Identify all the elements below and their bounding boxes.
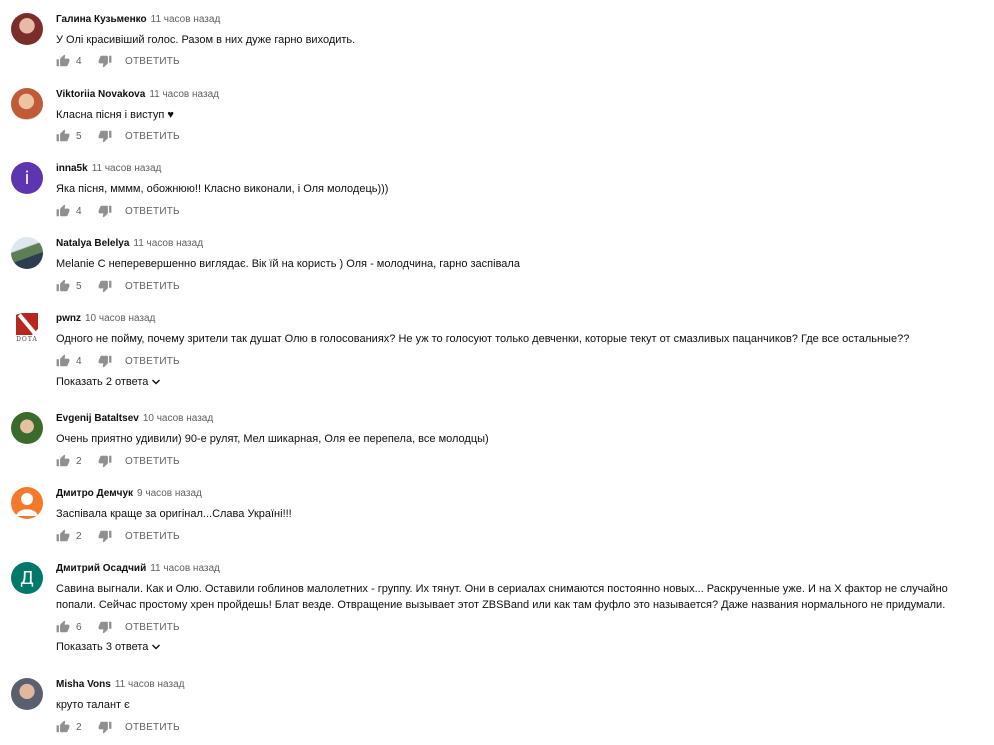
comment-actions — [56, 128, 180, 144]
reply-button[interactable]: ОТВЕТИТЬ — [125, 621, 180, 633]
comment-text: Заспівала краще за оригінал...Слава Україні!!! — [56, 508, 292, 520]
comment-text: Савина выгнали. Как и Олю. Оставили гоблинов малолетних - группу. Их тянут. Они в сериалах снимаются постоянно новых... Раскрученные уже. И на Х фактор не случайно попали. Сейчас простому хрен пройдешь! Блат везде. Отвращение вызывает этот ZBSBand или как там фуфло это называется? Даже названия нормального не придумали. — [56, 583, 948, 611]
comment-header — [56, 412, 213, 426]
like-count: 2 — [76, 721, 82, 733]
like-count: 5 — [76, 130, 82, 142]
comment-actions — [56, 528, 180, 544]
thumb-down-icon[interactable] — [98, 279, 112, 293]
author-name[interactable]: Дмитро Демчук — [56, 488, 134, 499]
like-count: 4 — [76, 55, 82, 67]
comment-text: Класна пісня і виступ ♥ — [56, 109, 174, 121]
comment-text: Melanie C неперевершенно виглядає. Вік їй на користь ) Оля - молодчина, гарно заспівала — [56, 258, 520, 270]
author-name[interactable]: Evgenij Bataltsev — [56, 413, 139, 424]
avatar[interactable] — [11, 237, 43, 269]
avatar[interactable] — [11, 412, 43, 444]
dota-logo-icon — [14, 313, 40, 343]
comment-actions — [56, 719, 180, 735]
avatar[interactable] — [11, 487, 43, 519]
comment-actions — [56, 619, 180, 635]
thumb-up-icon[interactable] — [56, 454, 70, 468]
thumb-down-icon[interactable] — [98, 720, 112, 734]
thumb-up-icon[interactable] — [56, 720, 70, 734]
thumb-up-icon[interactable] — [56, 354, 70, 368]
comment-time[interactable]: 11 часов назад — [150, 563, 220, 574]
show-replies-button[interactable] — [56, 641, 161, 653]
thumb-up-icon[interactable] — [56, 204, 70, 218]
comment-time[interactable]: 11 часов назад — [91, 163, 162, 174]
show-replies-label: Показать 2 ответа — [56, 376, 149, 388]
user-icon — [11, 487, 43, 519]
comment-text: Очень приятно удивили) 90-е рулят, Мел шикарная, Оля ее перепела, все молодцы) — [56, 433, 489, 445]
reply-button[interactable]: ОТВЕТИТЬ — [125, 455, 180, 467]
comment-header — [56, 237, 203, 251]
comment-header — [56, 88, 219, 102]
like-count: 4 — [76, 355, 82, 367]
comment-time[interactable]: 9 часов назад — [137, 488, 202, 499]
avatar-logo-text: DOTA — [16, 336, 38, 343]
reply-button[interactable]: ОТВЕТИТЬ — [125, 721, 180, 733]
comment-text: У Олі красивіший голос. Разом в них дуже гарно виходить. — [56, 34, 356, 46]
reply-button[interactable]: ОТВЕТИТЬ — [125, 355, 180, 367]
thumb-down-icon[interactable] — [98, 129, 112, 143]
reply-button[interactable]: ОТВЕТИТЬ — [125, 130, 180, 142]
like-count: 2 — [76, 455, 82, 467]
thumb-down-icon[interactable] — [98, 354, 112, 368]
author-name[interactable]: Viktoriia Novakova — [56, 89, 146, 100]
author-name[interactable]: Natalya Belelya — [56, 238, 130, 249]
comment-time[interactable]: 10 часов назад — [142, 413, 214, 424]
thumb-up-icon[interactable] — [56, 129, 70, 143]
author-name[interactable]: Дмитрий Осадчий — [56, 563, 147, 574]
like-count: 5 — [76, 280, 82, 292]
comment-header — [56, 678, 184, 692]
comment-header — [56, 487, 202, 501]
comment-time[interactable]: 10 часов назад — [85, 313, 156, 324]
thumb-down-icon[interactable] — [98, 620, 112, 634]
comment-time[interactable]: 11 часов назад — [133, 238, 204, 249]
thumb-down-icon[interactable] — [98, 204, 112, 218]
comment-actions — [56, 203, 180, 219]
thumb-down-icon[interactable] — [98, 454, 112, 468]
comment-header — [56, 162, 161, 176]
comment-time[interactable]: 11 часов назад — [114, 679, 185, 690]
author-name[interactable]: inna5k — [56, 163, 88, 174]
comment-text: Яка пісня, мммм, обожнюю!! Класно виконали, і Оля молодець))) — [56, 183, 389, 195]
author-name[interactable]: pwnz — [56, 313, 81, 324]
chevron-down-icon — [151, 642, 161, 652]
reply-button[interactable]: ОТВЕТИТЬ — [125, 280, 180, 292]
thumb-up-icon[interactable] — [56, 279, 70, 293]
author-name[interactable]: Misha Vons — [56, 679, 111, 690]
comment-actions — [56, 53, 180, 69]
comment-header — [56, 562, 220, 576]
thumb-up-icon[interactable] — [56, 54, 70, 68]
avatar[interactable] — [11, 678, 43, 710]
thumb-up-icon[interactable] — [56, 529, 70, 543]
comment-actions — [56, 278, 180, 294]
thumb-down-icon[interactable] — [98, 54, 112, 68]
comment-time[interactable]: 11 часов назад — [150, 14, 221, 25]
reply-button[interactable]: ОТВЕТИТЬ — [125, 530, 180, 542]
comment-actions — [56, 453, 180, 469]
reply-button[interactable]: ОТВЕТИТЬ — [125, 205, 180, 217]
like-count: 4 — [76, 205, 82, 217]
avatar[interactable]: Д — [11, 562, 43, 594]
avatar[interactable]: i — [11, 162, 43, 194]
thumb-down-icon[interactable] — [98, 529, 112, 543]
chevron-down-icon — [151, 377, 161, 387]
avatar[interactable] — [11, 13, 43, 45]
comment-time[interactable]: 11 часов назад — [149, 89, 219, 100]
show-replies-button[interactable] — [56, 376, 161, 388]
author-name[interactable]: Галина Кузьменко — [56, 14, 147, 25]
comment-actions — [56, 353, 180, 369]
thumb-up-icon[interactable] — [56, 620, 70, 634]
like-count: 2 — [76, 530, 82, 542]
comment-header — [56, 312, 155, 326]
comment-text: Одного не пойму, почему зрители так душат Олю в голосованиях? Не уж то голосуют только девченки, которые текут от смазливых пацанчиков? Где все остальные?? — [56, 333, 910, 345]
like-count: 6 — [76, 621, 82, 633]
comment-text: круто талант є — [56, 699, 130, 711]
avatar[interactable] — [11, 312, 43, 344]
show-replies-label: Показать 3 ответа — [56, 641, 149, 653]
reply-button[interactable]: ОТВЕТИТЬ — [125, 55, 180, 67]
avatar[interactable] — [11, 88, 43, 120]
comment-header — [56, 13, 220, 27]
